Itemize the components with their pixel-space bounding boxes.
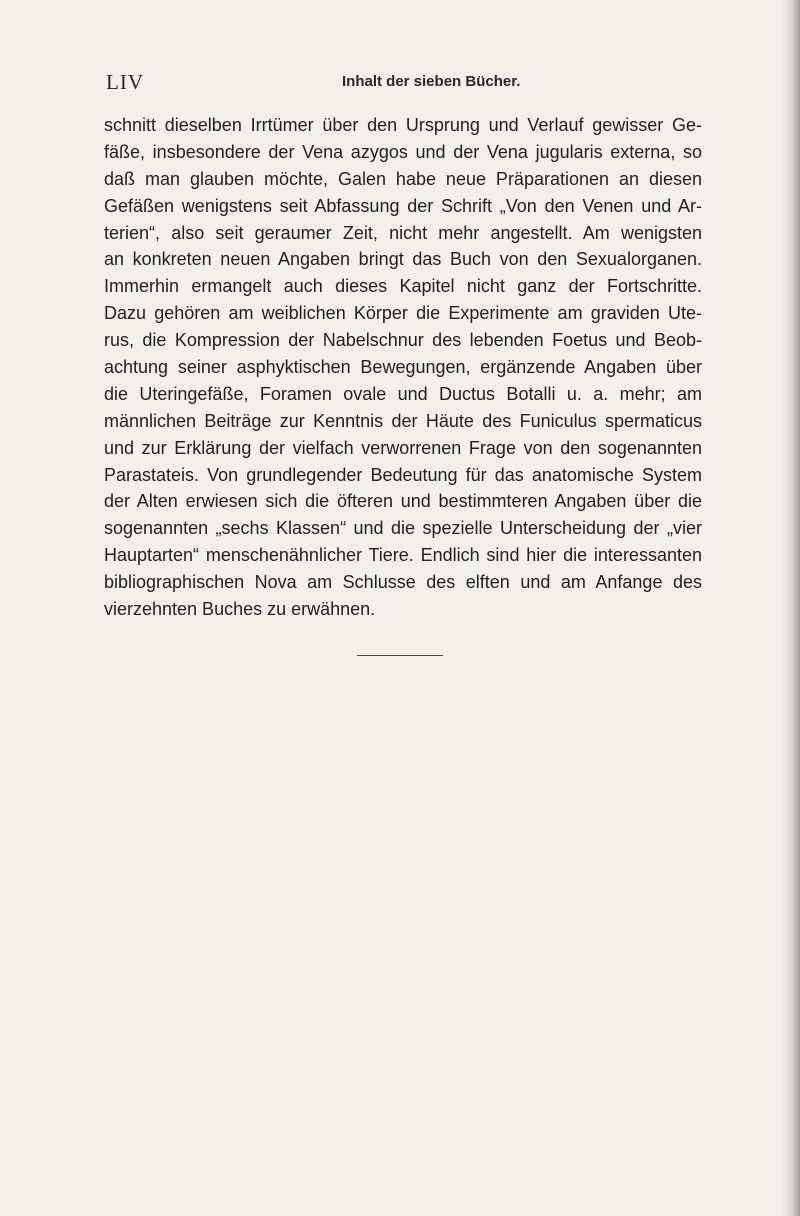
- text-line: und zur Erklärung der vielfach verworrenen Frage von den sogenannten: [104, 437, 702, 458]
- text-line-last: vierzehnten Buches zu erwähnen.: [104, 599, 376, 620]
- body-paragraph: [104, 112, 702, 623]
- text-line: Dazu gehören am weiblichen Körper die Experimente am graviden Ute-: [104, 303, 702, 324]
- text-line: an konkreten neuen Angaben bringt das Buch von den Sexualorganen.: [104, 249, 702, 270]
- section-divider: [357, 655, 443, 656]
- text-line: sogenannten „sechs Klassen“ und die spezielle Unterscheidung der „vier: [104, 518, 702, 539]
- text-line: Parastateis. Von grundlegender Bedeutung für das anatomische System: [104, 464, 702, 485]
- text-line: männlichen Beiträge zur Kenntnis der Häute des Funiculus spermaticus: [104, 410, 702, 431]
- page-edge-shadow: [782, 0, 800, 1216]
- text-line: schnitt dieselben Irrtümer über den Ursprung und Verlauf gewisser Ge-: [104, 115, 702, 135]
- page-number: LIV: [106, 70, 144, 94]
- text-line: der Alten erwiesen sich die öfteren und bestimmteren Angaben über die: [104, 491, 702, 512]
- text-line: Immerhin ermangelt auch dieses Kapitel nicht ganz der Fortschritte.: [104, 276, 702, 297]
- text-line: die Uteringefäße, Foramen ovale und Ductus Botalli u. a. mehr; am: [104, 383, 702, 404]
- text-line: Hauptarten“ menschenähnlicher Tiere. Endlich sind hier die interessanten: [104, 545, 702, 566]
- text-line: Gefäßen wenigstens seit Abfassung der Schrift „Von den Venen und Ar-: [104, 195, 702, 216]
- text-line: fäße, insbesondere der Vena azygos und der Vena jugularis externa, so: [104, 141, 702, 162]
- running-title: Inhalt der sieben Bücher.: [342, 73, 521, 90]
- text-line: terien“, also seit geraumer Zeit, nicht mehr angestellt. Am wenigsten: [104, 222, 702, 243]
- text-line: bibliographischen Nova am Schlusse des elften und am Anfange des: [104, 572, 702, 593]
- text-line: daß man glauben möchte, Galen habe neue Präparationen an diesen: [104, 168, 702, 189]
- text-line: rus, die Kompression der Nabelschnur des lebenden Foetus und Beob-: [104, 330, 702, 351]
- running-head: [106, 70, 704, 100]
- text-line: achtung seiner asphyktischen Bewegungen, ergänzende Angaben über: [104, 357, 702, 378]
